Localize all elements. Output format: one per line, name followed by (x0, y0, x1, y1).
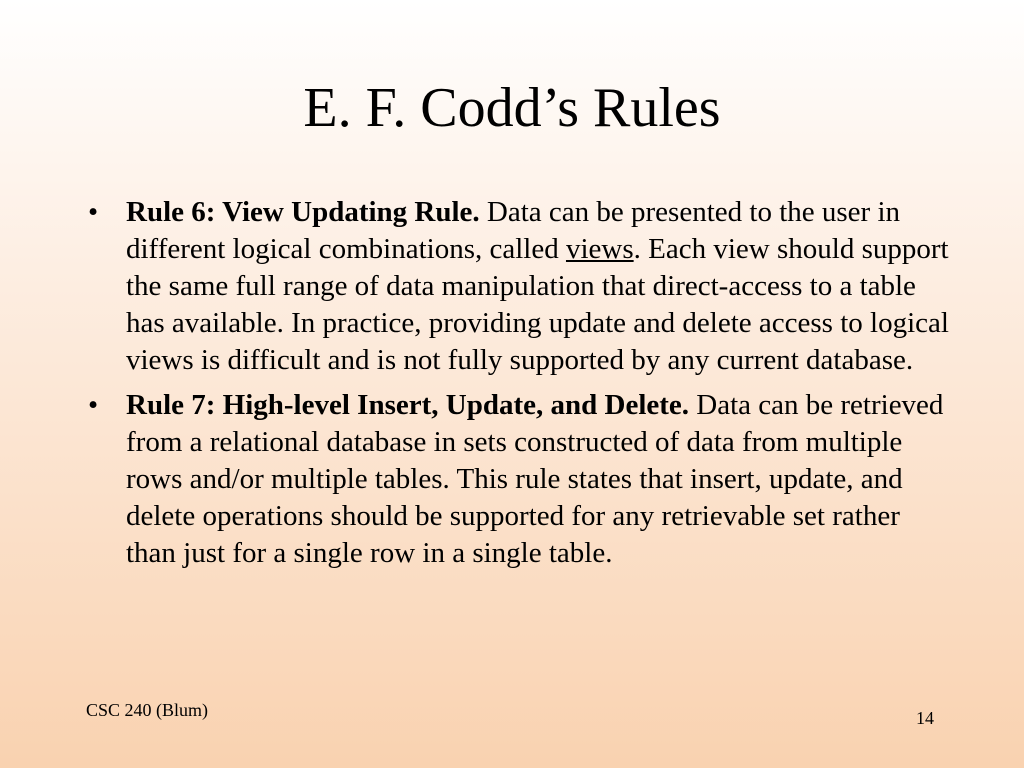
bullet-rule-6 (80, 194, 950, 379)
bullet-rule-7 (80, 387, 950, 572)
rule-7-text: Data can be retrieved from a relational database in sets constructed of data from multiple rows and/or multiple tables. This rule states that insert, update, and delete operations should be supported for any retrievable set rather than just for a single row in a single table. (126, 389, 944, 569)
rule-7-heading: Rule 7: High-level Insert, Update, and Delete. (126, 389, 690, 421)
rule-6-text-start: Data can be presented to the user in different logical combinations, called (126, 196, 901, 265)
rule-6-heading: Rule 6: View Updating Rule. (126, 196, 480, 228)
bullet-icon: • (88, 389, 99, 421)
views-term: views (565, 233, 634, 265)
bullet-list (80, 194, 950, 580)
bullet-icon: • (88, 196, 99, 228)
slide-title: E. F. Codd’s Rules (303, 77, 721, 139)
rule-6-text-end: . Each view should support the same full range of data manipulation that direct-access to a table has available. In practice, providing update and delete access to logical views is difficult and is not fully supported by any current database. (126, 233, 949, 376)
slide-number: 14 (916, 708, 934, 728)
footer-course: CSC 240 (Blum) (86, 700, 209, 720)
